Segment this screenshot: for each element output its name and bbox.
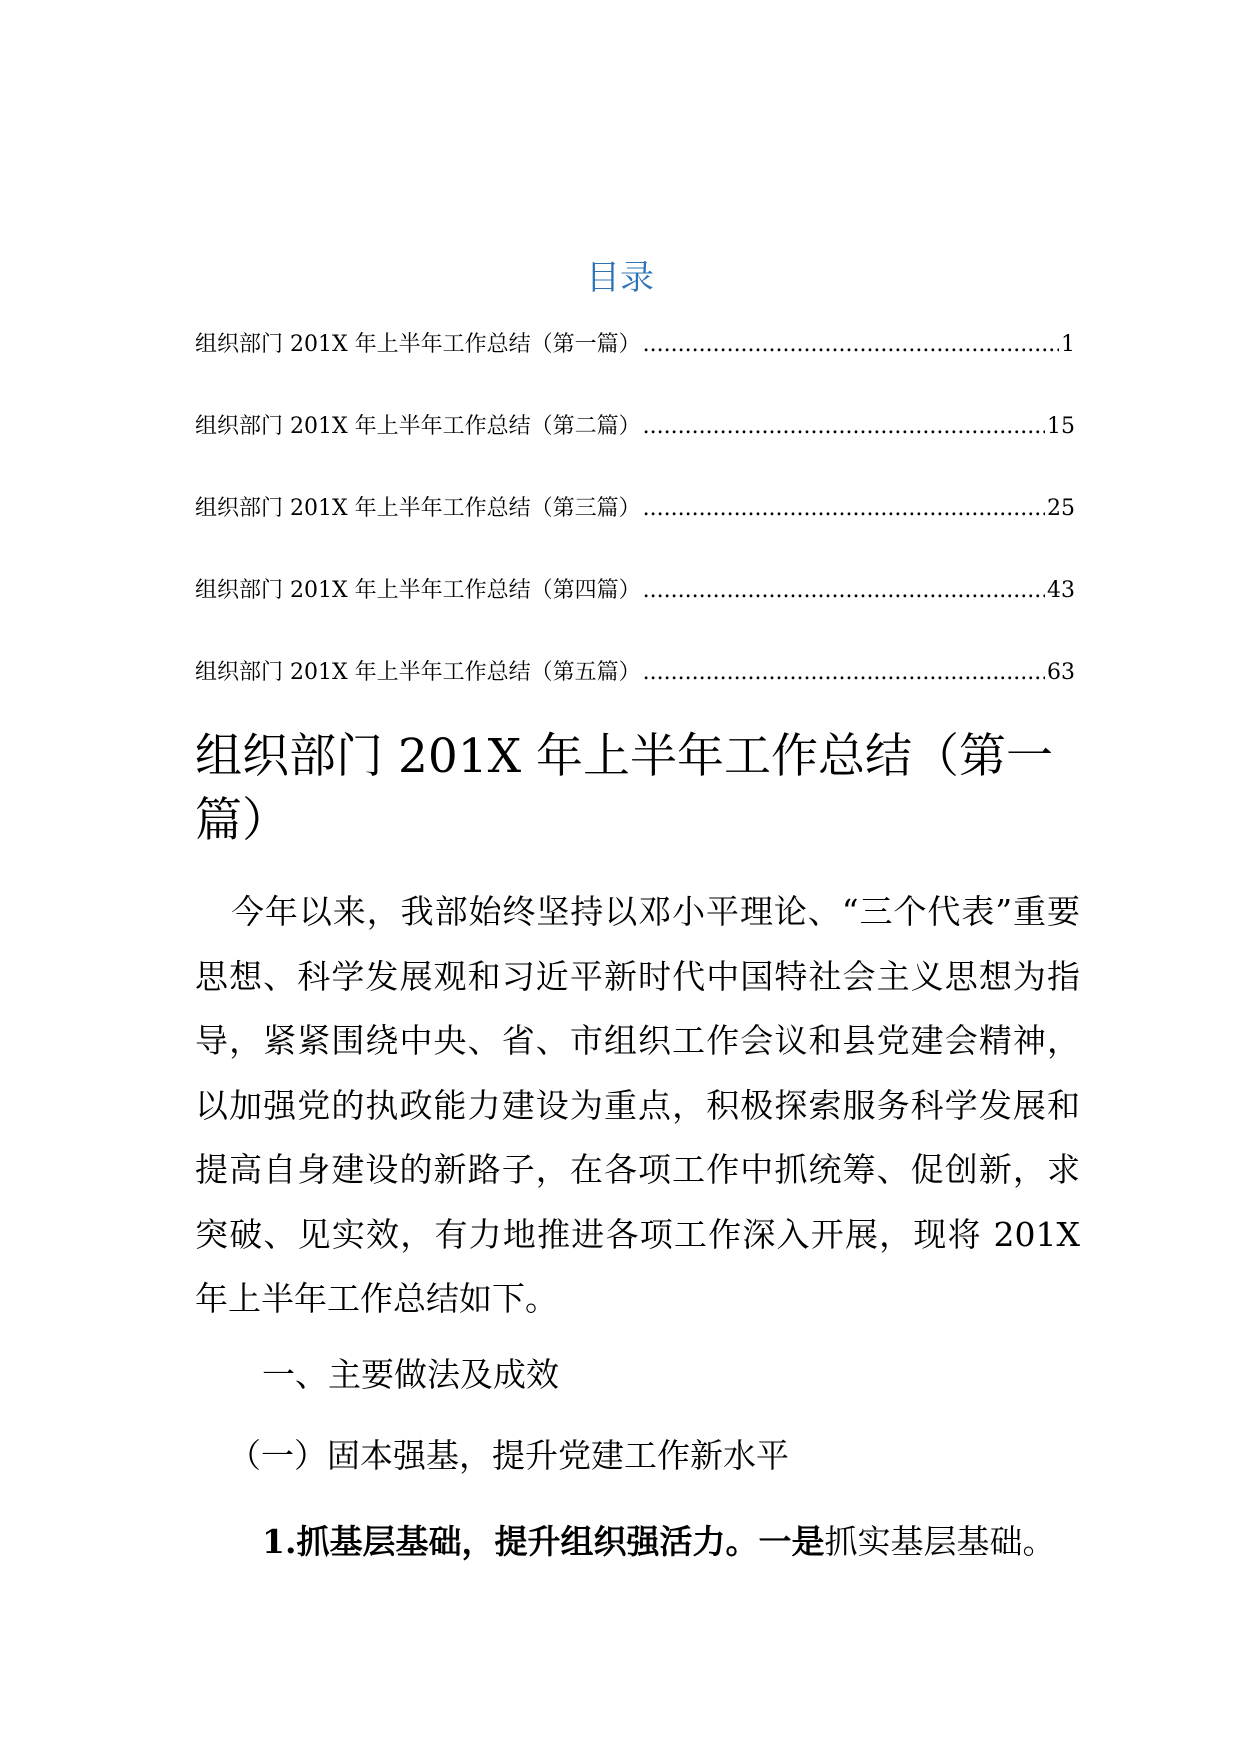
toc-leader-dots [643,330,1059,360]
toc-entry-text: 组织部门 201X 年上半年工作总结（第三篇） [195,496,641,521]
table-of-contents [195,330,1075,740]
toc-page-number: 15 [1047,414,1075,439]
toc-leader-dots [643,658,1045,688]
section-heading: 一、主要做法及成效 [262,1355,559,1394]
toc-page-number: 43 [1047,578,1075,603]
toc-entry-text: 组织部门 201X 年上半年工作总结（第二篇） [195,414,641,439]
toc-page-number: 25 [1047,496,1075,521]
point-paragraph [262,1520,1082,1564]
toc-entry-3[interactable] [195,494,1075,576]
intro-paragraph: 今年以来，我部始终坚持以邓小平理论、“三个代表”重要思想、科学发展观和习近平新时代中国特社会主义思想为指导，紧紧围绕中央、省、市组织工作会议和县党建会精神，以加强党的执政能力建设为重点，积极探索服务科学发展和提高自身建设的新路子，在各项工作中抓统筹、促创新，求突破、见实效，有力地推进各项工作深入开展，现将 201X 年上半年工作总结如下。 [195,892,1080,1318]
toc-leader-dots [643,576,1045,606]
toc-entry-2[interactable] [195,412,1075,494]
toc-entry-text: 组织部门 201X 年上半年工作总结（第一篇） [195,332,641,357]
toc-entry-4[interactable] [195,576,1075,658]
point-lead-bold: 1.抓基层基础，提升组织强活力。一是 [262,1522,825,1561]
toc-page-number: 1 [1061,332,1075,357]
toc-page-number: 63 [1047,660,1075,685]
toc-entry-text: 组织部门 201X 年上半年工作总结（第五篇） [195,660,641,685]
toc-title: 目录 [586,258,654,298]
toc-entry-1[interactable] [195,330,1075,412]
toc-leader-dots [643,494,1045,524]
subsection-heading: （一）固本强基，提升党建工作新水平 [228,1436,789,1475]
toc-entry-text: 组织部门 201X 年上半年工作总结（第四篇） [195,578,641,603]
article-title: 组织部门 201X 年上半年工作总结（第一篇） [195,729,1054,848]
toc-leader-dots [643,412,1045,442]
point-rest-text: 抓实基层基础。 [824,1522,1056,1561]
